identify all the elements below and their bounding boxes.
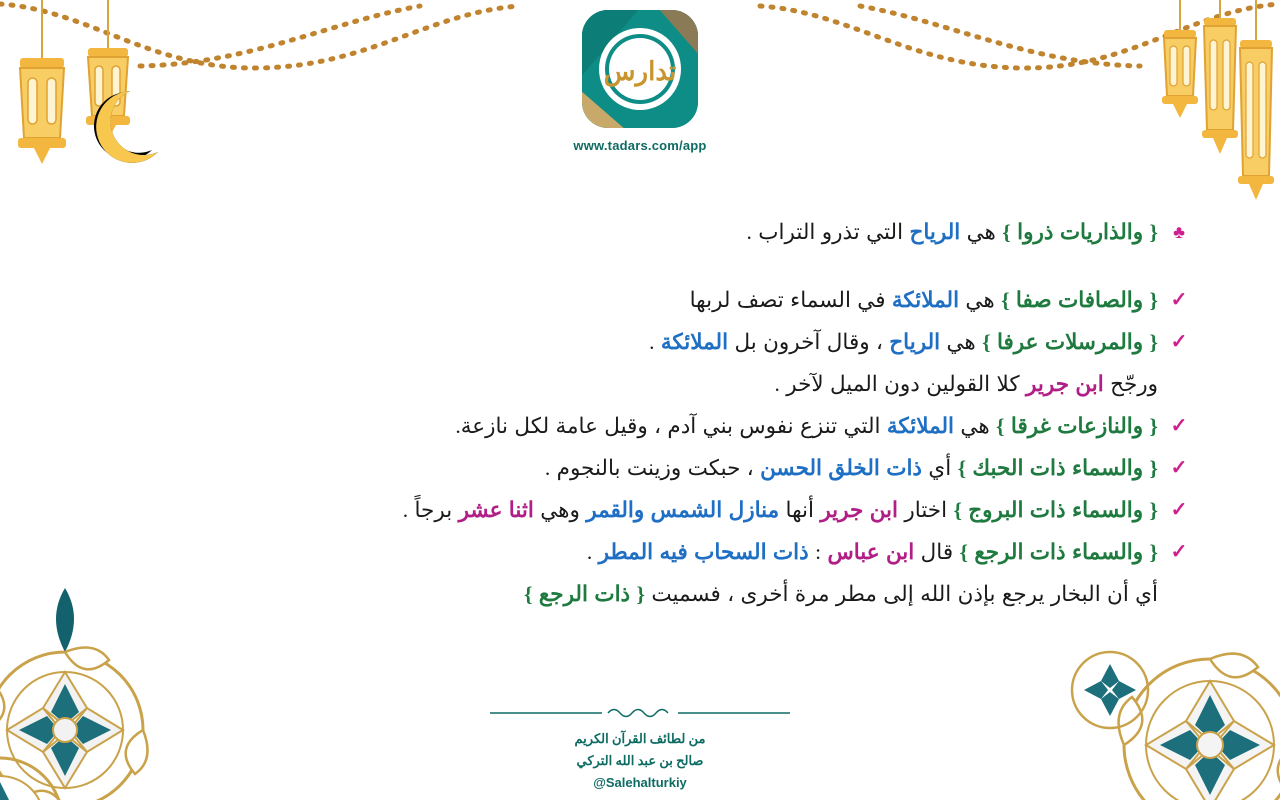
line-text: [180, 322, 1158, 362]
content-line: [180, 448, 1190, 488]
text-segment-blue: ذات الخلق الحسن: [753, 456, 923, 480]
text-segment-green: { ذات الرجع }: [523, 582, 645, 606]
content-line: [180, 364, 1190, 404]
url-name: tadars: [607, 138, 648, 153]
check-icon: ✓: [1170, 289, 1188, 311]
text-segment-blue: الملائكة: [885, 288, 960, 312]
text-segment-black: قال: [914, 540, 954, 564]
line-text: [180, 448, 1158, 488]
text-segment-black: أنها: [779, 498, 814, 522]
text-segment-black: هي: [940, 330, 976, 354]
site-url[interactable]: [520, 138, 760, 153]
text-segment-black: وهي: [533, 498, 580, 522]
text-segment-black: هي: [960, 220, 996, 244]
line-text: [180, 212, 1158, 252]
text-segment-black: التي تذرو التراب .: [746, 220, 904, 244]
url-www: www.: [573, 138, 608, 153]
text-segment-black: التي تنزع نفوس بني آدم ، وقيل عامة لكل نازعة.: [455, 414, 881, 438]
text-segment-blue: الرياح: [903, 220, 961, 244]
text-segment-magenta: ابن عباس: [821, 540, 915, 564]
content-line: [180, 406, 1190, 446]
text-segment-green: { والصافات صفا }: [994, 288, 1158, 312]
content-line: [180, 212, 1190, 252]
text-segment-magenta: ابن جرير: [813, 498, 899, 522]
check-icon: ✓: [1170, 499, 1188, 521]
brand-logo-block: [520, 8, 760, 153]
text-segment-black: :: [808, 540, 822, 564]
text-segment-green: { والسماء ذات البروج }: [947, 498, 1158, 522]
text-segment-green: { والسماء ذات الرجع }: [953, 540, 1158, 564]
lantern-right-decoration: [1150, 0, 1280, 215]
text-segment-black: أي أن البخار يرجع بإذن الله إلى مطر مرة أخرى ، فسميت: [644, 582, 1158, 606]
text-segment-black: أي: [922, 456, 952, 480]
text-segment-black: ورجّح: [1103, 372, 1158, 396]
text-segment-green: { والمرسلات عرفا }: [975, 330, 1158, 354]
text-segment-magenta: ابن جرير: [1019, 372, 1104, 396]
text-segment-blue: ذات السحاب فيه المطر: [592, 540, 809, 564]
footer-block: [430, 705, 850, 794]
content-line: [180, 322, 1190, 362]
text-segment-black: هي: [959, 288, 995, 312]
line-text: [180, 532, 1158, 572]
content-line: [180, 532, 1190, 572]
check-icon: ✓: [1170, 331, 1188, 353]
text-segment-black: كلا القولين دون الميل لآخر .: [774, 372, 1020, 396]
line-text: [180, 280, 1158, 320]
line-text: [180, 574, 1158, 614]
text-segment-black: اختار: [898, 498, 948, 522]
text-segment-blue: الملائكة: [654, 330, 729, 354]
tadars-logo-icon: [580, 8, 700, 130]
text-segment-black: .: [649, 330, 655, 354]
footer-line-1: من لطائف القرآن الكريم: [574, 731, 706, 746]
content-line: [180, 574, 1190, 614]
text-segment-black: ، حبكت وزينت بالنجوم .: [544, 456, 754, 480]
url-rest: .com/app: [647, 138, 707, 153]
text-segment-green: { والذاريات ذروا }: [995, 220, 1158, 244]
line-spacer: [180, 254, 1190, 280]
lantern-left-decoration: [0, 0, 200, 210]
text-segment-green: { والسماء ذات الحبك }: [951, 456, 1158, 480]
text-segment-black: في السماء تصف لربها: [689, 288, 886, 312]
text-segment-magenta: اثنا عشر: [452, 498, 534, 522]
clover-icon: ♣: [1173, 222, 1185, 242]
check-icon: ✓: [1170, 457, 1188, 479]
footer-handle[interactable]: @Salehalturkiy: [593, 775, 687, 790]
content-line: [180, 490, 1190, 530]
text-segment-black: هي: [954, 414, 990, 438]
line-text: [180, 406, 1158, 446]
footer-divider: [490, 705, 790, 719]
text-segment-black: ، وقال آخرون بل: [728, 330, 883, 354]
text-segment-blue: الملائكة: [880, 414, 955, 438]
text-segment-black: برجاً .: [402, 498, 453, 522]
content-line: [180, 280, 1190, 320]
text-segment-blue: منازل الشمس والقمر: [579, 498, 780, 522]
lesson-content: [180, 212, 1190, 616]
text-segment-blue: الرياح: [882, 330, 941, 354]
line-text: [180, 364, 1158, 404]
check-icon: ✓: [1170, 415, 1188, 437]
check-icon: ✓: [1170, 541, 1188, 563]
text-segment-green: { والنازعات غرقا }: [989, 414, 1158, 438]
svg-text:تدارس: تدارس: [603, 57, 677, 86]
text-segment-black: .: [586, 540, 593, 564]
line-text: [180, 490, 1158, 530]
footer-line-2: صالح بن عبد الله التركي: [576, 753, 704, 768]
